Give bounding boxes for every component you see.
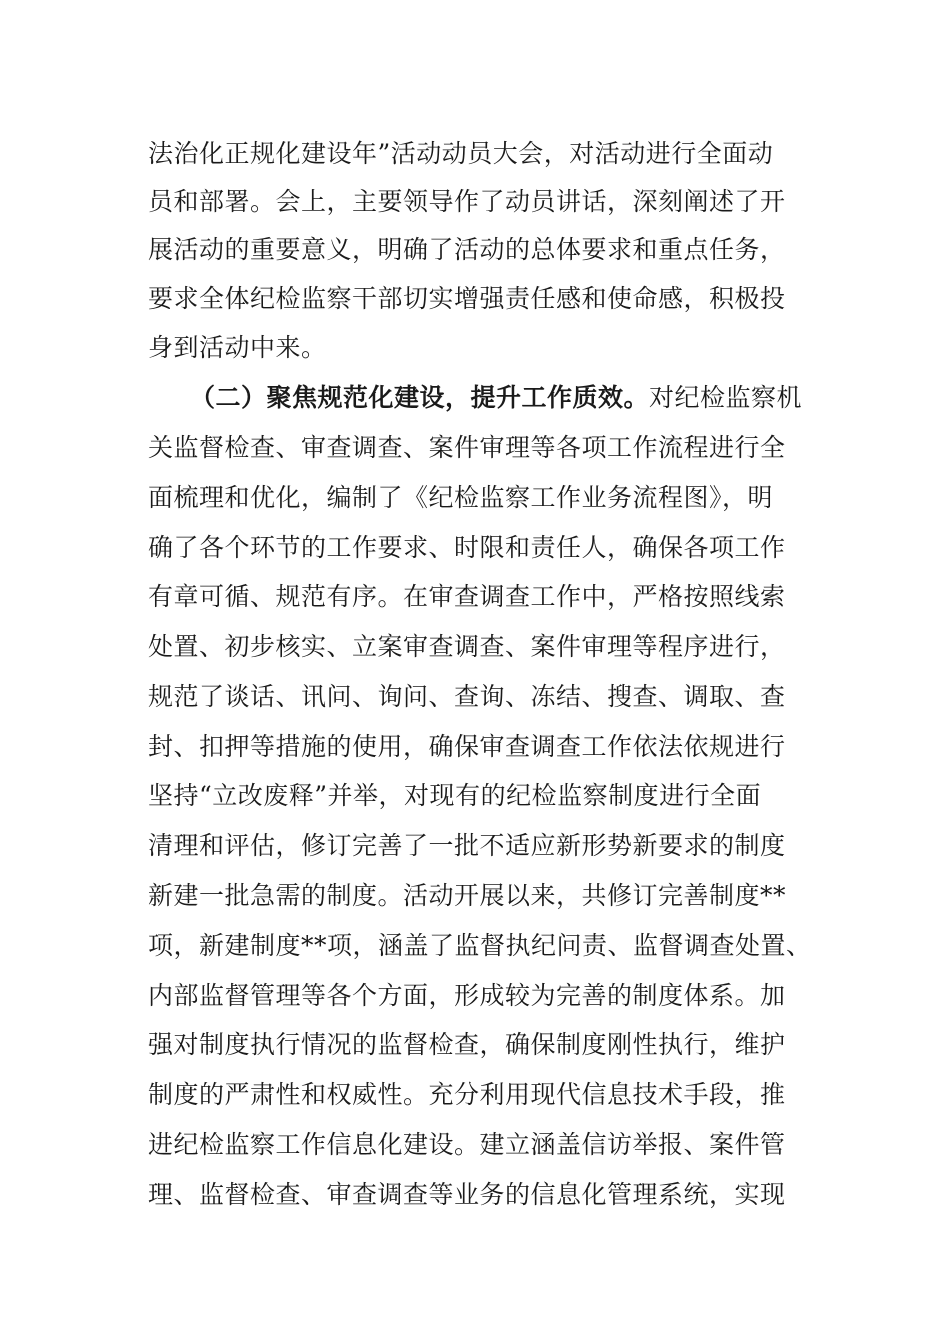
section-heading-rest: 对纪检监察机 xyxy=(649,383,803,412)
paragraph-line: 关监督检查、审查调查、案件审理等各项工作流程进行全 xyxy=(148,433,786,462)
paragraph-line: 处置、初步核实、立案审查调查、案件审理等程序进行， xyxy=(148,632,786,661)
paragraph-line: 规范了谈话、讯问、询问、查询、冻结、搜查、调取、查 xyxy=(148,682,786,711)
paragraph-line: 身到活动中来。 xyxy=(148,333,327,362)
paragraph-line: 面梳理和优化，编制了《纪检监察工作业务流程图》，明 xyxy=(148,483,774,512)
paragraph-line: 理、监督检查、审查调查等业务的信息化管理系统，实现 xyxy=(148,1180,786,1209)
paragraph-line: 确了各个环节的工作要求、时限和责任人，确保各项工作 xyxy=(148,533,786,562)
paragraph-line: 新建一批急需的制度。活动开展以来，共修订完善制度** xyxy=(148,881,787,910)
paragraph-line: 清理和评估，修订完善了一批不适应新形势新要求的制度 xyxy=(148,831,786,860)
paragraph-line: 展活动的重要意义，明确了活动的总体要求和重点任务， xyxy=(148,235,786,264)
paragraph-line: 要求全体纪检监察干部切实增强责任感和使命感，积极投 xyxy=(148,284,786,313)
paragraph-line: 制度的严肃性和权威性。充分利用现代信息技术手段，推 xyxy=(148,1080,786,1109)
paragraph-line: 项，新建制度**项，涵盖了监督执纪问责、监督调查处置、 xyxy=(148,931,812,960)
paragraph-line: 封、扣押等措施的使用，确保审查调查工作依法依规进行 xyxy=(148,732,786,761)
paragraph-line: 内部监督管理等各个方面，形成较为完善的制度体系。加 xyxy=(148,981,786,1010)
paragraph-line: 员和部署。会上，主要领导作了动员讲话，深刻阐述了开 xyxy=(148,187,786,216)
paragraph-line: 法治化正规化建设年”活动动员大会，对活动进行全面动 xyxy=(148,139,774,168)
section-heading: （二）聚焦规范化建设，提升工作质效。 xyxy=(190,383,650,412)
paragraph-line: 坚持“立改废释”并举，对现有的纪检监察制度进行全面 xyxy=(148,781,762,810)
paragraph-line: 强对制度执行情况的监督检查，确保制度刚性执行，维护 xyxy=(148,1030,786,1059)
paragraph-line: 有章可循、规范有序。在审查调查工作中，严格按照线索 xyxy=(148,582,786,611)
section-heading-line xyxy=(190,378,802,418)
paragraph-line: 进纪检监察工作信息化建设。建立涵盖信访举报、案件管 xyxy=(148,1130,786,1159)
